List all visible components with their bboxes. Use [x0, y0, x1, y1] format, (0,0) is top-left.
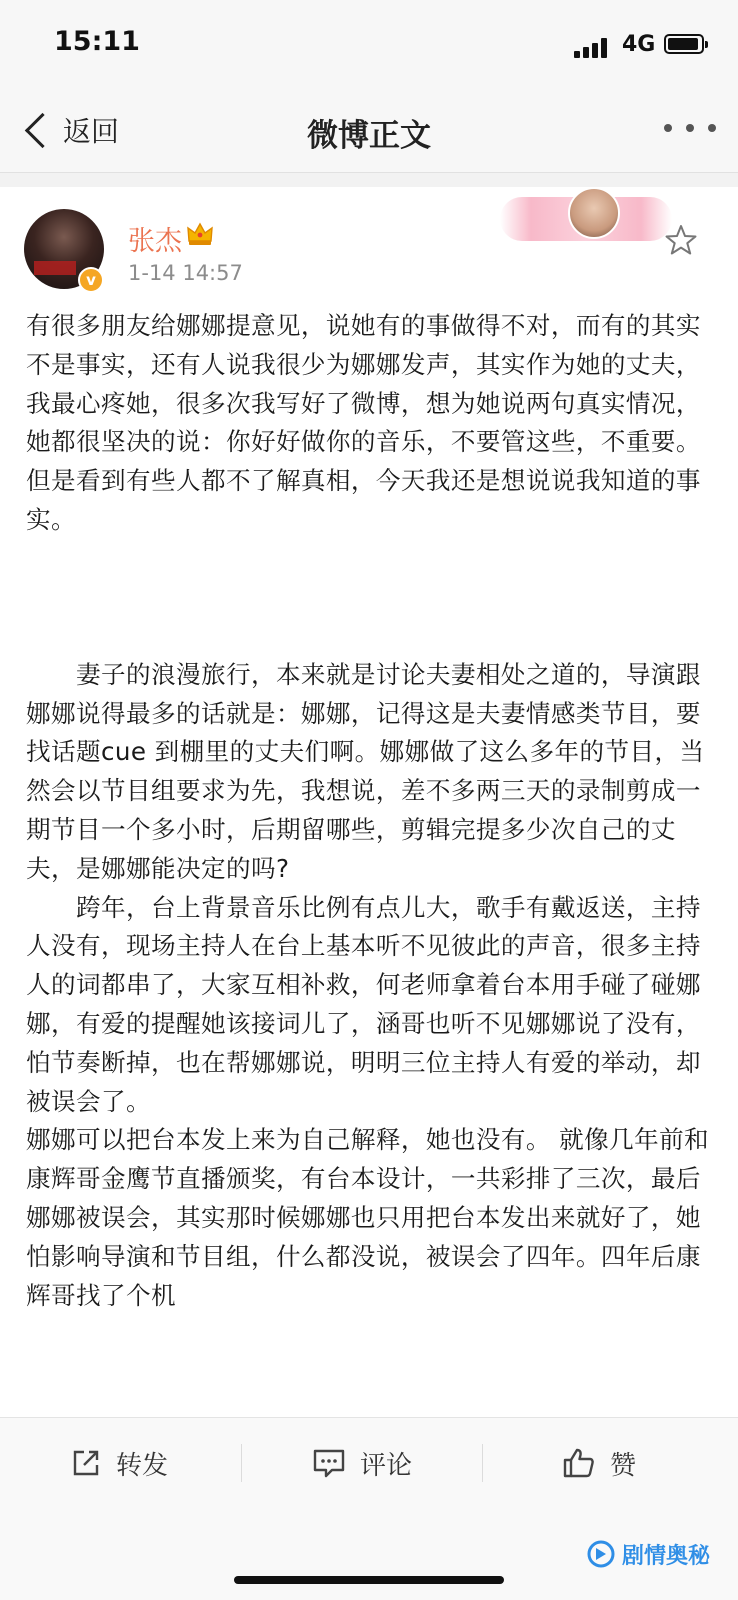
- thumbs-up-icon: [562, 1447, 596, 1479]
- post-paragraph: 跨年，台上背景音乐比例有点儿大，歌手有戴返送，主持人没有，现场主持人在台上基本听不见彼此的声音，很多主持人的词都串了，大家互相补救，何老师拿着台本用手碰了碰娜娜，有爱的提醒她该接词儿了，涵哥也听不见娜娜说了没有，怕节奏断掉，也在帮娜娜说，明明三位主持人有爱的举动，却被误会了。: [26, 892, 701, 1116]
- comment-button[interactable]: [312, 1418, 412, 1508]
- signal-icon: [574, 36, 614, 58]
- author-name[interactable]: 张杰: [128, 226, 182, 257]
- page-title: 微博正文: [307, 118, 431, 154]
- repost-icon: [70, 1447, 102, 1479]
- post-paragraph: 有很多朋友给娜娜提意见，说她有的事做得不对，而有的其实不是事实，还有人说我很少为娜娜发声，其实作为她的丈夫，我最心疼她，很多次我写好了微博，想为她说两句真实情况，她都很坚决的说：你好好做你的音乐，不要管这些，不重要。但是看到有些人都不了解真相，今天我还是想说说我知道的事实。: [26, 311, 701, 534]
- comment-icon: [312, 1447, 346, 1479]
- bottom-area: [0, 1508, 738, 1600]
- battery-icon: [664, 34, 704, 54]
- post-header: [0, 187, 738, 307]
- more-icon[interactable]: [664, 124, 716, 136]
- like-label: 赞: [610, 1450, 637, 1481]
- comment-label: 评论: [360, 1450, 413, 1481]
- back-label: 返回: [63, 115, 120, 148]
- divider: [241, 1444, 242, 1482]
- like-button[interactable]: [562, 1418, 636, 1508]
- watermark-logo-icon: [586, 1539, 616, 1569]
- favorite-star-icon[interactable]: [664, 223, 698, 257]
- card-decoration-avatar: [568, 187, 620, 239]
- post-content: [26, 307, 716, 1417]
- watermark: [586, 1534, 710, 1574]
- status-time: 15:11: [54, 26, 140, 57]
- nav-bar: [0, 90, 738, 173]
- verified-badge-icon: v: [78, 267, 104, 293]
- divider: [482, 1444, 483, 1482]
- post-paragraph: 妻子的浪漫旅行，本来就是讨论夫妻相处之道的，导演跟娜娜说得最多的话就是：娜娜，记得这是夫妻情感类节目，要找话题cue 到棚里的丈夫们啊。娜娜做了这么多年的节目，当然会以节目组要求为先，我想说，差不多两三天的录制剪成一期节目一个多小时，后期留哪些，剪辑完提多少次自己的丈夫，是娜娜能决定的吗?: [26, 659, 705, 883]
- action-bar: [0, 1417, 738, 1508]
- watermark-text: 剧情奥秘: [622, 1543, 711, 1569]
- repost-button[interactable]: [70, 1418, 168, 1508]
- status-bar: [0, 0, 738, 90]
- network-type: 4G: [622, 32, 656, 57]
- home-indicator[interactable]: [234, 1576, 504, 1584]
- post-paragraph: 娜娜可以把台本发上来为自己解释，她也没有。 就像几年前和康辉哥金鹰节直播颁奖，有台本设计，一共彩排了三次，最后娜娜被误会，其实那时候娜娜也只用把台本发出来就好了，她怕影响导演和节目组，什么都没说，被误会了四年。四年后康辉哥找了个机: [26, 1125, 710, 1310]
- section-divider: [0, 173, 738, 187]
- repost-label: 转发: [116, 1450, 169, 1481]
- crown-icon: [186, 221, 214, 247]
- post-time: 1-14 14:57: [128, 261, 243, 285]
